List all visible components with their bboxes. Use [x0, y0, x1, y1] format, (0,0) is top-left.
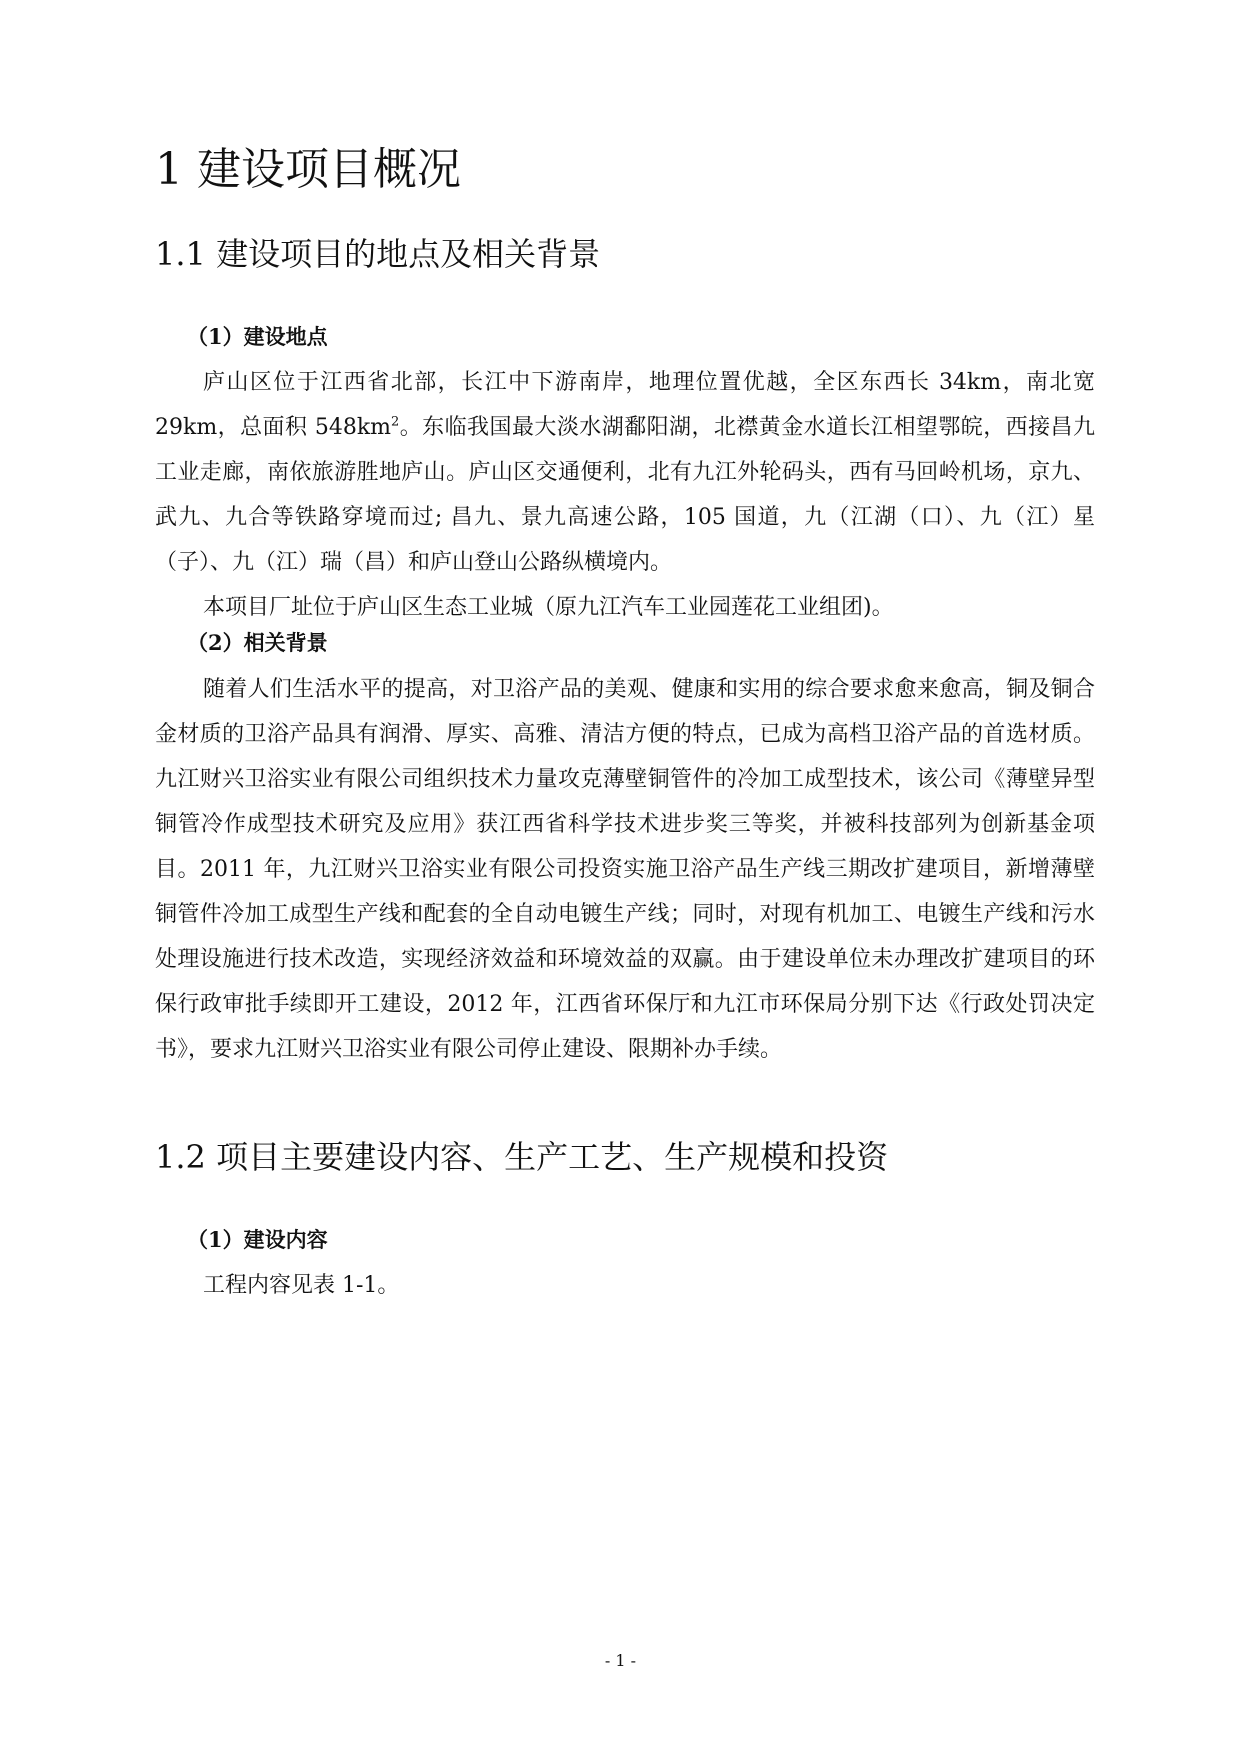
background-heading: （2）相关背景 [187, 630, 328, 655]
content-heading: （1）建设内容 [187, 1227, 328, 1252]
location-paragraph-1-text-a: 庐山区位于江西省北部，长江中下游南岸，地理位置优越，全区东西长 34km，南北宽 29km，总面积 548km [155, 370, 1095, 440]
area-unit-superscript: 2 [391, 414, 400, 430]
chapter-title: 1 建设项目概况 [155, 144, 461, 195]
page-number: - 1 - [604, 1651, 637, 1670]
location-paragraph-1 [155, 360, 1095, 585]
section-1-1-title: 1.1 建设项目的地点及相关背景 [155, 235, 601, 273]
section-1-2-title: 1.2 项目主要建设内容、生产工艺、生产规模和投资 [155, 1138, 889, 1176]
content-paragraph: 工程内容见表 1-1。 [203, 1273, 400, 1298]
location-heading: （1）建设地点 [187, 324, 328, 349]
location-paragraph-2: 本项目厂址位于庐山区生态工业城（原九江汽车工业园莲花工业组团)。 [203, 595, 894, 620]
location-paragraph-1-text-b: 。东临我国最大淡水湖鄱阳湖，北襟黄金水道长江相望鄂皖，西接昌九工业走廊，南依旅游胜地庐山。庐山区交通便利，北有九江外轮码头，西有马回岭机场，京九、武九、九合等铁路穿境而过; 昌九、景九高速公路，105 国道，九（江湖（口）、九（江）星（子）、九（江）瑞（昌）和庐山登山公路纵横境内。 [155, 415, 1095, 575]
background-paragraph: 随着人们生活水平的提高，对卫浴产品的美观、健康和实用的综合要求愈来愈高，铜及铜合金材质的卫浴产品具有润滑、厚实、高雅、清洁方便的特点，已成为高档卫浴产品的首选材质。九江财兴卫浴实业有限公司组织技术力量攻克薄壁铜管件的冷加工成型技术，该公司《薄壁异型铜管冷作成型技术研究及应用》获江西省科学技术进步奖三等奖，并被科技部列为创新基金项目。2011 年，九江财兴卫浴实业有限公司投资实施卫浴产品生产线三期改扩建项目，新增薄壁铜管件冷加工成型生产线和配套的全自动电镀生产线；同时，对现有机加工、电镀生产线和污水处理设施进行技术改造，实现经济效益和环境效益的双赢。由于建设单位未办理改扩建项目的环保行政审批手续即开工建设，2012 年，江西省环保厅和九江市环保局分别下达《行政处罚决定书》，要求九江财兴卫浴实业有限公司停止建设、限期补办手续。 [155, 677, 1096, 1062]
